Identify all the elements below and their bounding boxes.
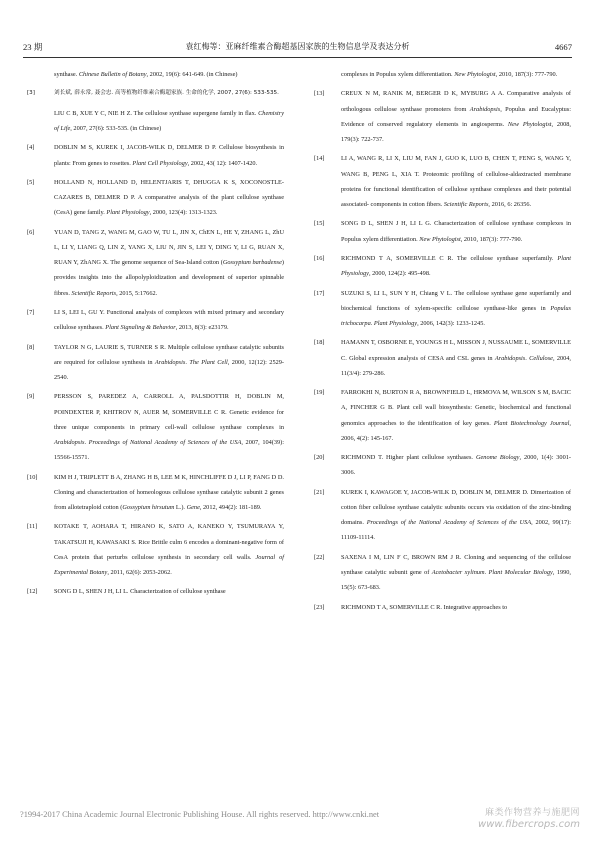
reference-text: RICHMOND T. Higher plant cellulose synthases. [341, 454, 476, 462]
reference-number: [11] [27, 523, 38, 531]
reference-text: , 2000, 1(4): 3001-3006. [341, 454, 571, 477]
reference-text: synthase. [54, 71, 79, 78]
reference-number: [22] [314, 553, 325, 561]
site-watermark [454, 808, 580, 830]
reference-text: , 2002, 99(17): 11109-11114. [341, 519, 571, 542]
reference-number: [13] [314, 90, 325, 98]
reference-italic-text: New Phytologist [507, 120, 552, 128]
reference-italic-text: Plant Cell Physiology [132, 159, 188, 167]
reference-entry [314, 550, 571, 596]
reference-text: SAXENA I M, LIN F C, BROWN RM J R. Cloning and sequencing of the cellulose synthase catalytic subunit gene of [341, 553, 571, 576]
reference-entry [314, 286, 571, 332]
reference-entry [314, 450, 571, 480]
reference-text: KIM H J, TRIPLETT B A, ZHANG H B, LEE M K, HINCHLIFFE D J, LI P, FANG D D. Cloning and characterization of homeologous cellulose synthase catalytic subunit 2 genes from allotetraploid cotton ( [54, 473, 284, 511]
reference-entry [27, 389, 284, 465]
reference-italic-text: Proceedings of the National Academy of Sciences of the USA [366, 519, 532, 527]
reference-text: , 2015, 5:17662. [116, 289, 158, 297]
reference-text: . [185, 358, 190, 366]
issue-number: 23 期 [23, 42, 43, 52]
reference-entry [27, 86, 284, 101]
reference-italic-text: The Plant Cell [189, 358, 228, 366]
reference-number: [19] [314, 389, 325, 397]
reference-text: , 2016, 6: 26356. [488, 201, 532, 208]
reference-text: , 2002, 19(6): 641-649. (in Chinese) [146, 71, 238, 78]
reference-text: , 2000, 12(12): 2529-2540. [54, 358, 284, 381]
reference-entry [27, 140, 284, 170]
reference-italic-text: Arabidopsis [469, 105, 501, 113]
reference-entry [27, 519, 284, 580]
reference-entry [314, 216, 571, 246]
reference-text: , 2006, 4(2): 145-167. [341, 419, 571, 442]
reference-number: [23] [314, 603, 325, 611]
reference-text: DOBLIN M S, KUREK I, JACOB-WILK D, DELMER D P. Cellulose biosynthesis in plants: From genes to rosettes. [54, 144, 284, 167]
reference-text: HOLLAND N, HOLLAND D, HELENTJARIS T, DHUGGA K S, XOCONOSTLE-CAZARES B, DELMER D P. A comparative analysis of the plant cellulose synthase (CesA) gene family. [54, 178, 284, 217]
copyright-notice: ?1994-2017 China Academic Journal Electronic Publishing House. All rights reserved. http://www.cnki.net [20, 810, 380, 819]
reference-number: [8] [27, 343, 35, 351]
reference-italic-text: Arabidopsis [54, 438, 85, 446]
reference-italic-text: Plant Physiology [341, 254, 571, 278]
reference-text: FARROKHI N, BURTON R A, BROWNFIELD L, HRMOVA M, WILSON S M, BACIC A, FINCHER G B. Plant cell wall biosynthesis: Genetic, biochemical and functional genomics approaches to the identification of key genes. [341, 389, 571, 427]
reference-text: KOTAKE T, AOHARA T, HIRANO K, SATO A, KANEKO Y, TSUMURAYA Y, TAKATSUJI H, KAWASAKI S. Rice Brittle culm 6 encodes a dominant-negative form of CesA protein that perturbs cellulose synthesis in secondary cell walls. [54, 523, 284, 561]
reference-italic-text: Scientific Reports [443, 201, 489, 208]
reference-number: [20] [314, 454, 325, 462]
reference-text: complexes in Populus xylem differentiation. [341, 71, 455, 78]
reference-entry [314, 251, 571, 281]
reference-number: [15] [314, 220, 325, 228]
running-header [23, 40, 572, 54]
reference-italic-text: Plant Physiology [373, 319, 418, 327]
reference-text: ) provides insights into the allopolyploidization and development of superior spinnable fibres. [54, 259, 284, 297]
reference-entry [27, 225, 284, 301]
running-title: 袁红梅等：亚麻纤维素合酶超基因家族的生物信息学及表达分析 [185, 42, 410, 51]
reference-entry [314, 151, 571, 212]
watermark-chinese-text: 麻类作物营养与施肥网 [484, 808, 580, 818]
reference-italic-text: Journal of Experimental Botany [54, 553, 284, 576]
reference-italic-text: Arabidopsis [154, 358, 186, 366]
reference-text: SONG D L, SHEN J H, LI L G. Characterization of cellulose synthase complexes in Populus xylem differentiation. [341, 220, 571, 243]
reference-text: , 2012, 494(2): 181-189. [199, 503, 262, 511]
reference-entry [314, 67, 571, 82]
reference-text: TAYLOR N G, LAURIE S, TURNER S R. Multiple cellulose synthase catalytic subunits are required for cellulose synthesis in [54, 343, 284, 366]
reference-text: PERSSON S, PAREDEZ A, CARROLL A, PALSDOTTIR H, DOBLIN M, POINDEXTER P, KHITROV N, AUER M, SOMERVILLE C R. Genetic evidence for three unique components in primary cell-wall cellulose synthase complexes in [54, 393, 284, 431]
reference-text: RICHMOND T A, SOMERVILLE C R. The cellulose synthase superfamily. [341, 254, 558, 262]
reference-entry [27, 305, 284, 335]
reference-number: [6] [27, 228, 35, 236]
reference-text: , 2007, 27(6): 533-535. (in Chinese) [70, 124, 162, 132]
reference-text: KUREK I, KAWAGOE Y, JACOB-WILK D, DOBLIN M, DELMER D. Dimerization of cotton fiber cellulose synthase catalytic subunits occurs via oxidation of the zinc-binding domains. [341, 488, 571, 527]
reference-entry [27, 470, 284, 516]
reference-italic-text: Gossypium hirsutum [122, 503, 175, 511]
reference-text: L.). [174, 503, 187, 511]
reference-italic-text: Plant Physiology [106, 209, 150, 217]
reference-text: CREUX N M, RANIK M, BERGER D K, MYBURG A A. Comparative analysis of orthologous cellulose synthase promoters from [341, 90, 571, 113]
reference-text: , 2008, 179(3): 722-737. [341, 120, 572, 143]
reference-text: 刘长斌, 薛永常, 聂会忠. 高等植物纤维素合酶超家族. 生命的化学, 2007, 27(6): 533-535. [54, 90, 279, 97]
reference-text: , 2004, 11(3/4): 279-286. [341, 354, 571, 377]
reference-italic-text: Gossypium barbadense [222, 259, 282, 267]
reference-text: . [484, 568, 489, 576]
reference-number: [18] [314, 339, 325, 347]
reference-entry [27, 175, 284, 221]
reference-number: [12] [27, 588, 38, 596]
reference-text: RICHMOND T A, SOMERVILLE C R. Integrative approaches to [341, 603, 508, 611]
reference-text: , 2006, 142(3): 1233-1245. [417, 319, 485, 327]
reference-text: , 2007, 104(39): 15566-15571. [54, 438, 285, 462]
reference-text: , 2000, 123(4): 1313-1323. [149, 209, 218, 217]
reference-number: [5] [27, 178, 35, 186]
reference-number: [3] [27, 90, 35, 97]
reference-text: , 2010, 187(3): 777-790. [460, 235, 523, 243]
reference-italic-text: New Phytologist [454, 71, 496, 78]
references-right-column [314, 67, 571, 619]
reference-text: LI A, WANG R, LI X, LIU M, FAN J, GUO K, LUO B, CHEN T, FENG S, WANG Y, WANG B, PENG L, XIA T. Proteomic profiling of cellulose-aldaxtracted membrane proteins for functional identification of cellulose synthase complexes and their potential associated- components in cotton fibers. [341, 155, 571, 208]
reference-italic-text: Proceedings of National Academy of Sciences of the USA [88, 438, 242, 446]
reference-text: LI S, LEI L, GU Y. Functional analysis of complexes with mixed primary and secondary cellulose synthases. [54, 308, 284, 332]
reference-entry [314, 86, 571, 147]
reference-text: , 2010, 187(3): 777-790. [495, 71, 558, 78]
reference-entry [27, 106, 284, 136]
reference-number: [16] [314, 254, 325, 262]
reference-italic-text: New Phytologist [419, 235, 461, 243]
page-footer [20, 808, 580, 832]
reference-text: YUAN D, TANG Z, WANG M, GAO W, TU L, JIN X, ChEN L, HE Y, ZHANG L, ZhU L, LI Y, LIANG Q, LIN Z, YANG X, LIU N, JIN S, LEI Y, DING Y, LI G, RUAN X, RUAN Y, ZhANG X. The genome sequence of Sea-Island cotton ( [54, 228, 284, 267]
reference-text: SONG D L, SHEN J H, LI L. Characterization of cellulose synthase [54, 588, 226, 596]
reference-text: HAMANN T, OSBORNE E, YOUNGS H L, MISSON J, NUSSAUME L, SOMERVILLE C. Global expression analysis of CESA and CSL genes in [341, 339, 571, 362]
reference-text: . [370, 319, 374, 327]
reference-text: , 2000, 124(2): 495-498. [368, 270, 431, 278]
reference-number: [4] [27, 144, 35, 152]
reference-number: [17] [314, 289, 325, 297]
reference-entry [314, 385, 571, 446]
reference-text: , 2002, 43( 12): 1407-1420. [187, 159, 258, 167]
reference-italic-text: Acetobacter xylinum [431, 568, 485, 576]
reference-text: . [525, 354, 530, 362]
watermark-url: www.fibercrops.com [478, 819, 580, 830]
reference-entry [314, 600, 571, 615]
reference-entry [314, 335, 571, 381]
references-left-column [27, 67, 284, 604]
reference-text: , Populus and Eucalyptus: Evidence of conserved regulatory elements in angiosperms. [341, 105, 571, 128]
page-number: 4667 [554, 42, 572, 52]
reference-italic-text: Chemistry of Life [54, 109, 284, 132]
reference-italic-text: Scientific Reports [71, 289, 117, 297]
reference-italic-text: Populus trichocarpa [341, 304, 571, 327]
reference-text: SUZUKI S, LI L, SUN Y H, Chiang V L. The cellulose synthase gene superfamily and biochemical functions of xylem-specific cellulose synthase-like genes in [341, 289, 571, 312]
reference-text: , 2011, 62(6): 2053-2062. [107, 568, 172, 576]
reference-entry [314, 485, 571, 546]
reference-number: [10] [27, 473, 38, 481]
reference-entry [27, 584, 284, 599]
reference-italic-text: Arabidopsis [494, 354, 526, 362]
header-rule [23, 57, 572, 58]
reference-number: [21] [314, 488, 325, 496]
reference-italic-text: Chinese Bulletin of Botany [78, 71, 147, 78]
reference-italic-text: Gene [186, 503, 200, 511]
reference-entry [27, 67, 284, 82]
reference-number: [7] [27, 308, 35, 316]
reference-text: . [84, 438, 89, 446]
reference-italic-text: Plant Molecular Biology [488, 568, 553, 576]
reference-italic-text: Cellulose [529, 354, 553, 362]
reference-italic-text: Genome Biology [475, 454, 520, 462]
reference-text: , 1990, 15(5): 673-683. [341, 568, 572, 592]
reference-text: , 2013, 8(3): e23179. [175, 324, 229, 332]
reference-italic-text: Plant Signaling & Behavior [105, 324, 176, 332]
reference-number: [14] [314, 155, 325, 163]
reference-italic-text: Plant Biotechnology Journal [493, 419, 570, 427]
reference-text: LIU C B, XUE Y C, NIE H Z. The cellulose synthase supergene family in flax. [54, 109, 259, 117]
reference-number: [9] [27, 393, 35, 401]
reference-entry [27, 340, 284, 386]
